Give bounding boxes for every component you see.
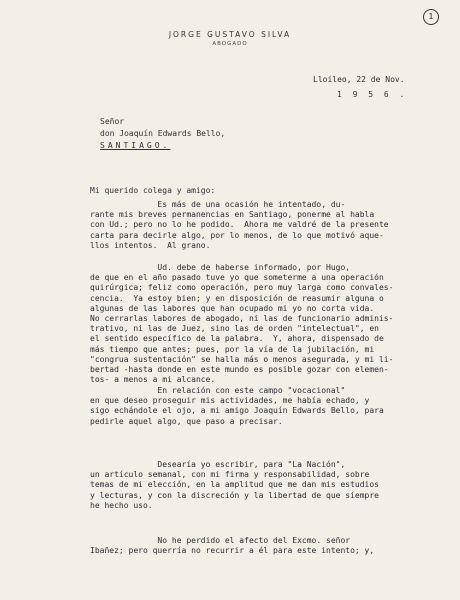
recipient-salutation: Señor bbox=[100, 117, 125, 126]
paragraph-line: No cerrarlas labores de abogado, ni las de funcionario adminis- bbox=[90, 314, 394, 324]
paragraph-line: en que deseo proseguir mis actividades, me había echado, y bbox=[90, 396, 370, 406]
paragraph-line: algunas de las labores que han ocupado mi yo no corta vida. bbox=[90, 303, 375, 313]
paragraph-line: En relación con este campo "vocacional" bbox=[90, 386, 346, 395]
letterhead-title: ABOGADO bbox=[212, 41, 248, 47]
date-year: 1 9 5 6 . bbox=[337, 90, 408, 99]
paragraph-line: tos- a menos a mi alcance. bbox=[90, 375, 216, 385]
paragraph-line: con Ud.; pero no lo he podido. Ahora me valdré de la presente bbox=[90, 220, 389, 230]
dateline: Lloileo, 22 de Nov. bbox=[313, 75, 405, 84]
paragraph-line: trativo, ni las de Juez, sino las de orden "intelectual", en bbox=[90, 324, 379, 334]
paragraph-line: el sentido específico de la palabra. Y, ahora, dispensado de bbox=[90, 334, 384, 344]
page-number-badge: 1 bbox=[423, 9, 439, 25]
paragraph-line: "congrua sustentación" se halla más o menos asegurada, y mi li- bbox=[90, 354, 394, 364]
paragraph-3 bbox=[90, 386, 384, 427]
letterhead-name: JORGE GUSTAVO SILVA bbox=[168, 30, 292, 39]
paragraph-line: temas de mi elección, en la amplitud que me dan mis estudios bbox=[90, 480, 379, 490]
paragraph-line: bertad -hasta donde en este mundo es posible gozar con elemen- bbox=[90, 365, 389, 375]
paragraph-line: rante mis breves permanencias en Santiago, ponerme al habla bbox=[90, 210, 375, 220]
recipient-name: don Joaquín Edwards Bello, bbox=[100, 129, 226, 138]
paragraph-line: Ibañez; pero querría no recurrir a él para este intento; y, bbox=[90, 546, 375, 556]
paragraph-4 bbox=[90, 460, 379, 511]
paragraph-line: llos intentos. Al grano. bbox=[90, 240, 211, 250]
paragraph-line: cencia. Ya estoy bien; y en disposición de reasumir alguna o bbox=[90, 293, 384, 303]
paragraph-line: de que en el año pasado tuve yo que someterme a una operación bbox=[90, 273, 384, 283]
paragraph-line: un artículo semanal, con mi firma y responsabilidad, sobre bbox=[90, 470, 370, 480]
greeting: Mi querido colega y amigo: bbox=[90, 186, 216, 195]
paragraph-line: Es más de una ocasión he intentado, du- bbox=[90, 200, 346, 209]
paragraph-line: Desearía yo escribir, para "La Nación", bbox=[90, 460, 346, 469]
paragraph-line: y lecturas, y con la discreción y la libertad de que siempre bbox=[90, 490, 379, 500]
paragraph-line: pedirle aquel algo, que paso a precisar. bbox=[90, 416, 283, 426]
paragraph-line: carta para decirle algo, por lo menos, de lo que motivó aque- bbox=[90, 230, 384, 240]
paragraph-2 bbox=[90, 263, 393, 385]
paragraph-line: más tiempo que antes; pues, por la vía de la jubilación, mi bbox=[90, 344, 375, 354]
paragraph-line: he hecho uso. bbox=[90, 500, 153, 510]
paragraph-line: quirúrgica; feliz como operación, pero muy larga como convales- bbox=[90, 283, 394, 293]
recipient-city: SANTIAGO. bbox=[100, 141, 171, 150]
paragraph-5 bbox=[90, 536, 374, 556]
paragraph-line: No he perdido el afecto del Excmo. señor bbox=[90, 536, 351, 545]
paragraph-line: sigo echándole el ojo, a mi amigo Joaquín Edwards Bello, para bbox=[90, 406, 384, 416]
paragraph-line: Ud. debe de haberse informado, por Hugo, bbox=[90, 263, 351, 272]
paragraph-1 bbox=[90, 200, 389, 251]
